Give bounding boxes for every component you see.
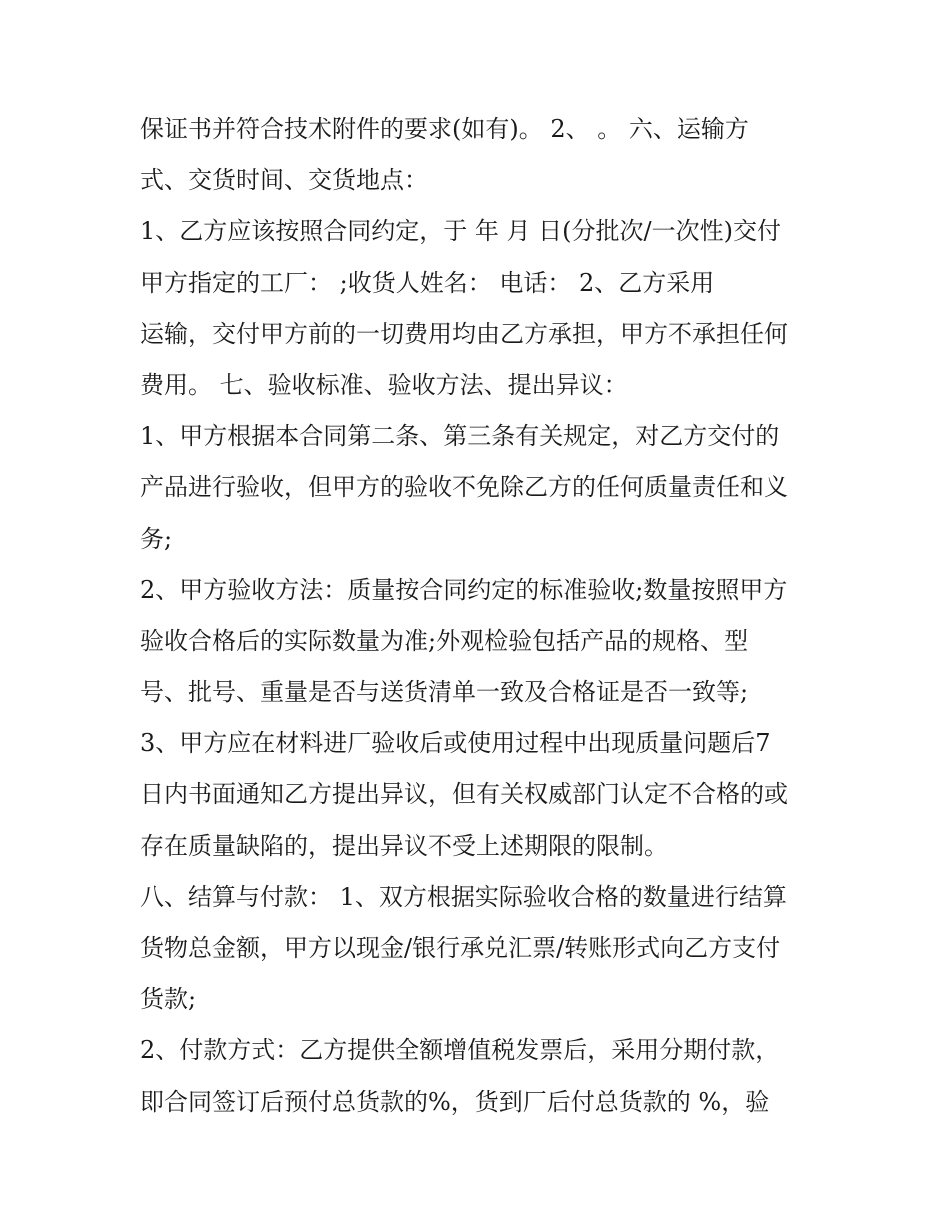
- text-line: 1、甲方根据本合同第二条、第三条有关规定，对乙方交付的: [140, 422, 780, 451]
- text-line: 式、交货时间、交货地点：: [140, 166, 428, 195]
- text-line: 即合同签订后预付总货款的%，货到厂后付总货款的 %，验: [140, 1087, 770, 1116]
- text-line: 1、乙方应该按照合同约定，于 年 月 日(分批次/一次性)交付: [140, 217, 781, 246]
- text-line: 货物总金额，甲方以现金/银行承兑汇票/转账形式向乙方支付: [140, 934, 781, 962]
- text-line: 存在质量缺陷的，提出异议不受上述期限的限制。: [140, 831, 668, 860]
- text-line: 运输，交付甲方前的一切费用均由乙方承担，甲方不承担任何: [140, 319, 788, 348]
- text-line: 产品进行验收，但甲方的验收不免除乙方的任何质量责任和义: [140, 473, 788, 502]
- text-line: 八、结算与付款： 1、双方根据实际验收合格的数量进行结算: [140, 882, 787, 911]
- text-line: 保证书并符合技术附件的要求(如有)。 2、 。 六、运输方: [140, 115, 749, 143]
- text-line: 号、批号、重量是否与送货清单一致及合格证是否一致等;: [140, 678, 749, 707]
- text-line: 验收合格后的实际数量为准;外观检验包括产品的规格、型: [140, 626, 749, 655]
- text-line: 货款;: [140, 985, 197, 1014]
- text-line: 甲方指定的工厂： ;收货人姓名： 电话： 2、乙方采用: [140, 268, 715, 297]
- text-line: 务;: [140, 524, 173, 553]
- text-line: 费用。 七、验收标准、验收方法、提出异议：: [140, 370, 628, 399]
- text-line: 3、甲方应在材料进厂验收后或使用过程中出现质量问题后7: [140, 729, 771, 758]
- text-line: 2、付款方式：乙方提供全额增值税发票后，采用分期付款，: [140, 1036, 780, 1065]
- text-line: 2、甲方验收方法：质量按合同约定的标准验收;数量按照甲方: [140, 575, 788, 604]
- text-line: 日内书面通知乙方提出异议，但有关权威部门认定不合格的或: [140, 780, 788, 809]
- document-body: [140, 104, 840, 1128]
